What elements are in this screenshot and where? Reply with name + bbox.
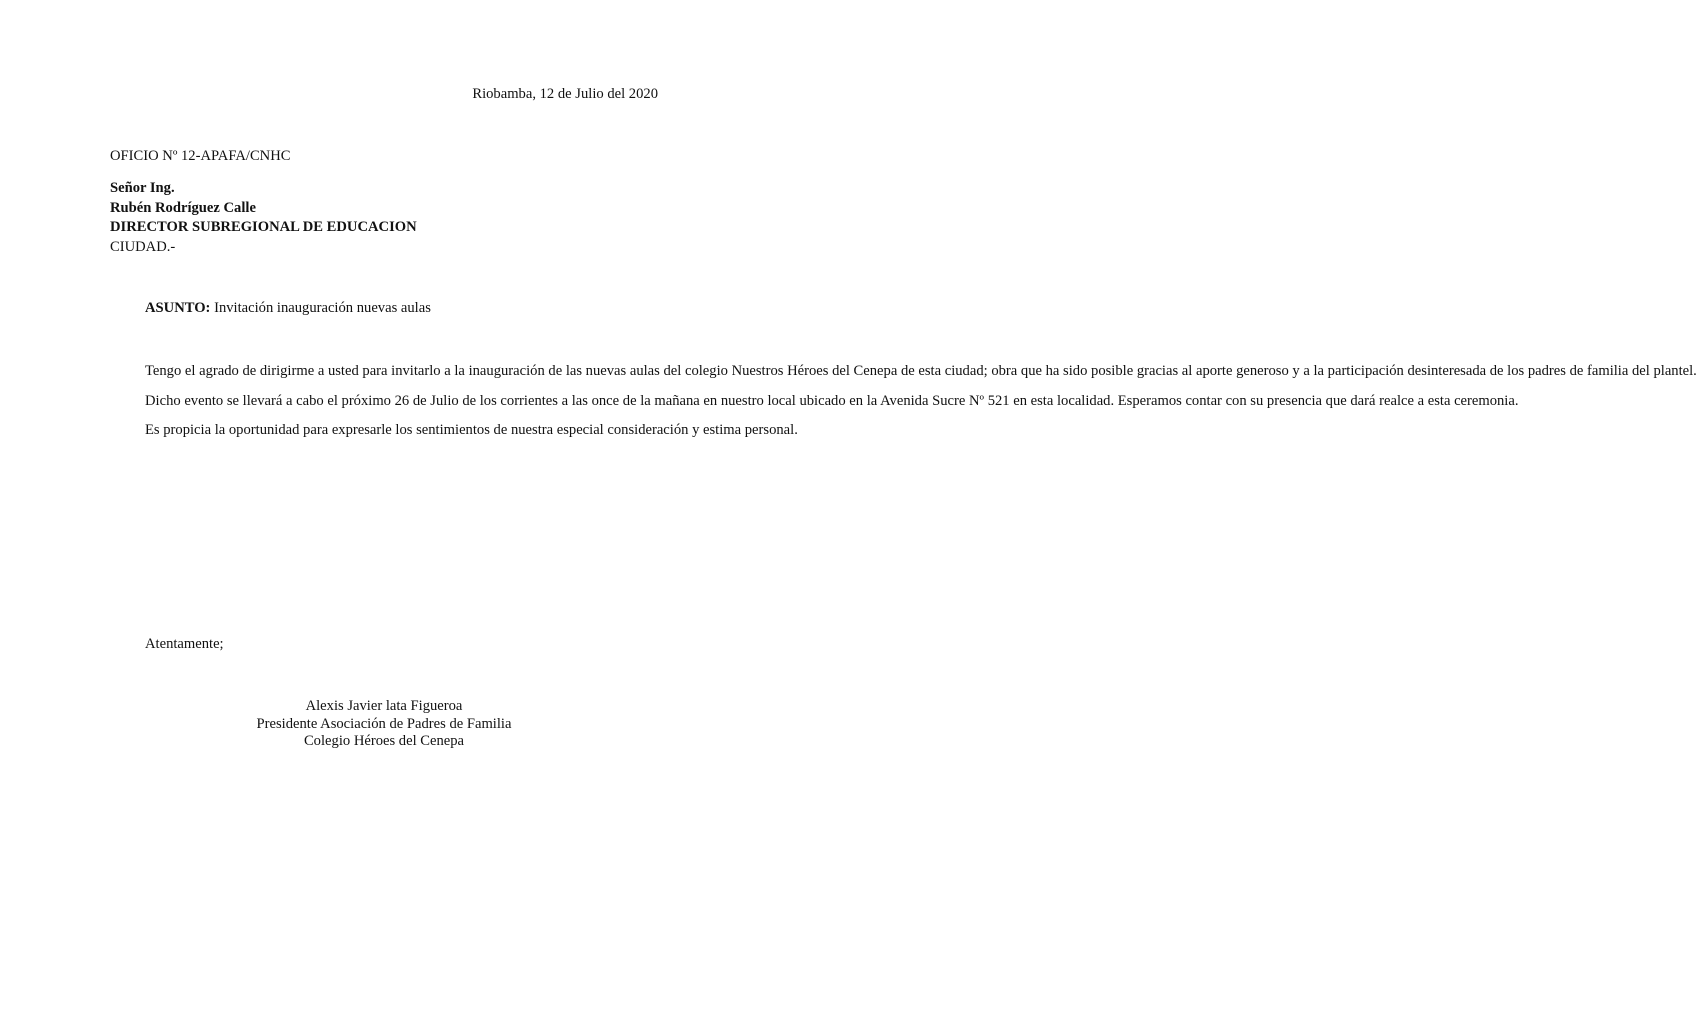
body-paragraph: Es propicia la oportunidad para expresarle los sentimientos de nuestra especial consideración y estima personal. [145,422,798,439]
recipient-salutation: Señor Ing. [110,180,175,196]
recipient-name: Rubén Rodríguez Calle [110,199,256,216]
date-line: Riobamba, 12 de Julio del 2020 [472,86,658,102]
signer-institution: Colegio Héroes del Cenepa [303,733,465,750]
body-paragraph: Tengo el agrado de dirigirme a usted para invitarlo a la inauguración de las nuevas aulas del colegio Nuestros Héroes del Cenepa de esta ciudad; obra que ha sido posible gracias al aporte generoso y a la participación desinteresada de los padres de familia del plantel. [145,363,1697,379]
body-paragraph: Dicho evento se llevará a cabo el próximo 26 de Julio de los corrientes a las once de la mañana en nuestro local ubicado en la Avenida Sucre Nº 521 en esta localidad. Esperamos contar con su presencia que dará realce a esta ceremonia. [145,392,1519,409]
signer-title: Presidente Asociación de Padres de Familia [256,715,512,732]
subject-label: ASUNTO: [145,300,211,316]
reference-number: OFICIO Nº 12-APAFA/CNHC [110,148,291,164]
subject-line [145,300,431,317]
letter-body [110,362,1697,451]
recipient-block [110,179,417,257]
recipient-position: DIRECTOR SUBREGIONAL DE EDUCACION [110,219,417,235]
subject-text: Invitación inauguración nuevas aulas [214,300,431,316]
signer-name: Alexis Javier lata Figueroa [305,698,463,714]
recipient-city: CIUDAD.- [110,238,176,255]
closing-line: Atentamente; [145,636,224,652]
signature-block [110,698,658,751]
